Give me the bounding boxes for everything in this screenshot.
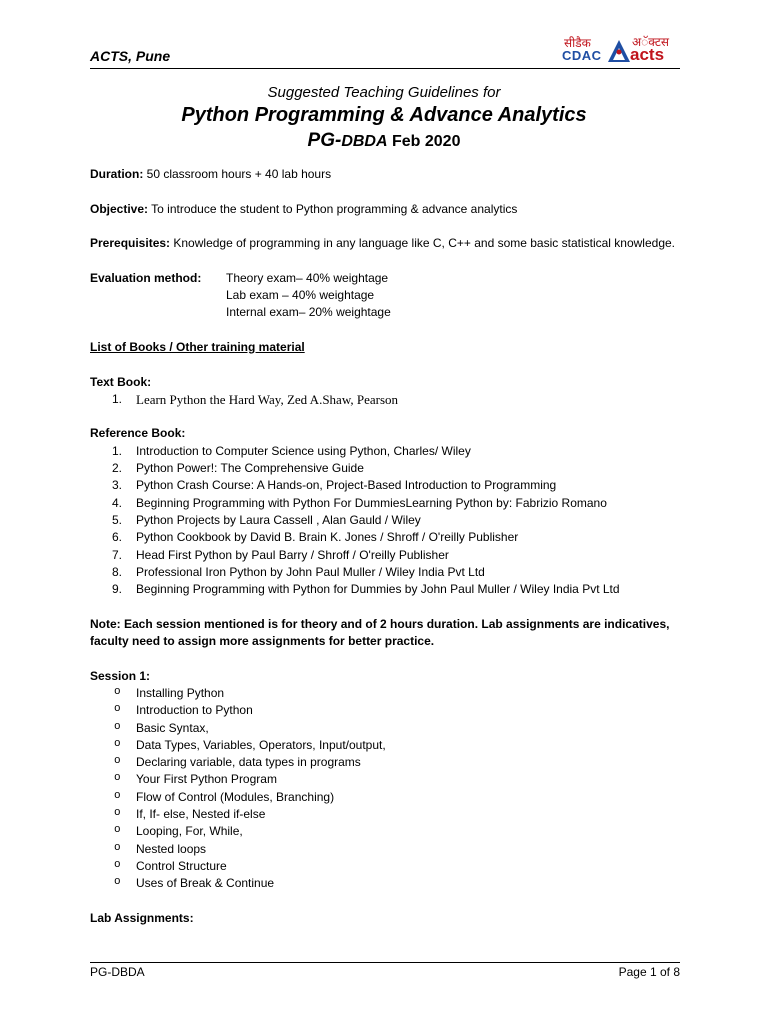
page-footer [90, 962, 680, 979]
page-number: Page 1 of 8 [618, 965, 680, 979]
cdac-acts-logo [562, 32, 682, 66]
subtitle: Suggested Teaching Guidelines for [267, 84, 501, 101]
text-book-heading: Text Book: [90, 374, 152, 389]
list-item: o If, If- else, Nested if-else [90, 806, 680, 823]
list-item: 4. Beginning Programming with Python For DummiesLearning Python by: Fabrizio Romano [112, 495, 607, 510]
list-item: o Installing Python [90, 685, 680, 702]
program-date: Feb 2020 [387, 133, 461, 150]
duration [90, 166, 680, 183]
prerequisites-value: Knowledge of programming in any language like C, C++ and some basic statistical knowledge. [170, 236, 675, 251]
session-note: Note: Each session mentioned is for theory and of 2 hours duration. Lab assignments are indicatives, faculty need to assign more assignments for better practice. [90, 616, 670, 649]
footer-course: PG-DBDA [90, 965, 145, 979]
evaluation-line: Theory exam– 40% weightage [226, 270, 389, 285]
list-item: 6. Python Cookbook by David B. Brain K. Jones / Shroff / O'reilly Publisher [112, 530, 519, 545]
evaluation-line: Internal exam– 20% weightage [226, 305, 391, 320]
list-item: 1. Learn Python the Hard Way, Zed A.Shaw, Pearson [112, 391, 399, 407]
list-item: o Uses of Break & Continue [90, 875, 680, 892]
prerequisites-label: Prerequisites: [90, 236, 171, 251]
list-item: o Data Types, Variables, Operators, Input/output, [90, 737, 680, 754]
objective [90, 201, 680, 218]
session-1-topics [90, 685, 680, 893]
document-titles [0, 84, 768, 168]
program-name: DBDA [341, 133, 388, 150]
program-prefix: PG- [307, 130, 342, 151]
list-item: 9. Beginning Programming with Python for Dummies by John Paul Muller / Wiley India Pvt Ltd [112, 582, 620, 597]
list-item: 2. Python Power!: The Comprehensive Guide [112, 461, 364, 476]
session-1-heading: Session 1: [90, 668, 151, 683]
text-book-list [90, 391, 680, 408]
logo-triangle-icon [606, 38, 632, 64]
lab-assignments-heading: Lab Assignments: [90, 910, 194, 925]
list-item: o Flow of Control (Modules, Branching) [90, 789, 680, 806]
reference-book-heading: Reference Book: [90, 426, 186, 441]
document-body [90, 166, 680, 927]
logo-hindi-acts: अॅक्टस [632, 35, 669, 49]
list-item: o Introduction to Python [90, 702, 680, 719]
list-item: o Basic Syntax, [90, 720, 680, 737]
logo-cdac-text: CDAC [562, 48, 602, 63]
list-item: o Control Structure [90, 858, 680, 875]
evaluation-method [90, 270, 680, 322]
course-title: Python Programming & Advance Analytics [181, 104, 587, 126]
header-divider [90, 68, 680, 69]
prerequisites [90, 235, 680, 252]
list-item: 1. Introduction to Computer Science using Python, Charles/ Wiley [112, 443, 471, 458]
list-item: o Nested loops [90, 841, 680, 858]
list-item: 7. Head First Python by Paul Barry / Shroff / O'reilly Publisher [112, 547, 449, 562]
list-item: 3. Python Crash Course: A Hands-on, Project-Based Introduction to Programming [112, 478, 557, 493]
list-item: o Declaring variable, data types in programs [90, 754, 680, 771]
reference-book-list [90, 443, 680, 599]
list-item: 5. Python Projects by Laura Cassell , Alan Gauld / Wiley [112, 512, 421, 527]
logo-hindi-cdac: सीडैक [564, 36, 591, 50]
objective-value: To introduce the student to Python programming & advance analytics [148, 201, 518, 216]
objective-label: Objective: [90, 201, 149, 216]
evaluation-line: Lab exam – 40% weightage [226, 288, 375, 303]
header-institute: ACTS, Pune [90, 48, 171, 64]
list-item: o Looping, For, While, [90, 823, 680, 840]
duration-label: Duration: [90, 167, 144, 181]
logo-acts-text: acts [630, 45, 665, 64]
duration-value: 50 classroom hours + 40 lab hours [143, 167, 332, 181]
program-title [0, 130, 768, 152]
books-heading: List of Books / Other training material [90, 339, 305, 354]
evaluation-label: Evaluation method: [90, 270, 202, 285]
list-item: 8. Professional Iron Python by John Paul Muller / Wiley India Pvt Ltd [112, 564, 485, 579]
list-item: o Your First Python Program [90, 771, 680, 788]
